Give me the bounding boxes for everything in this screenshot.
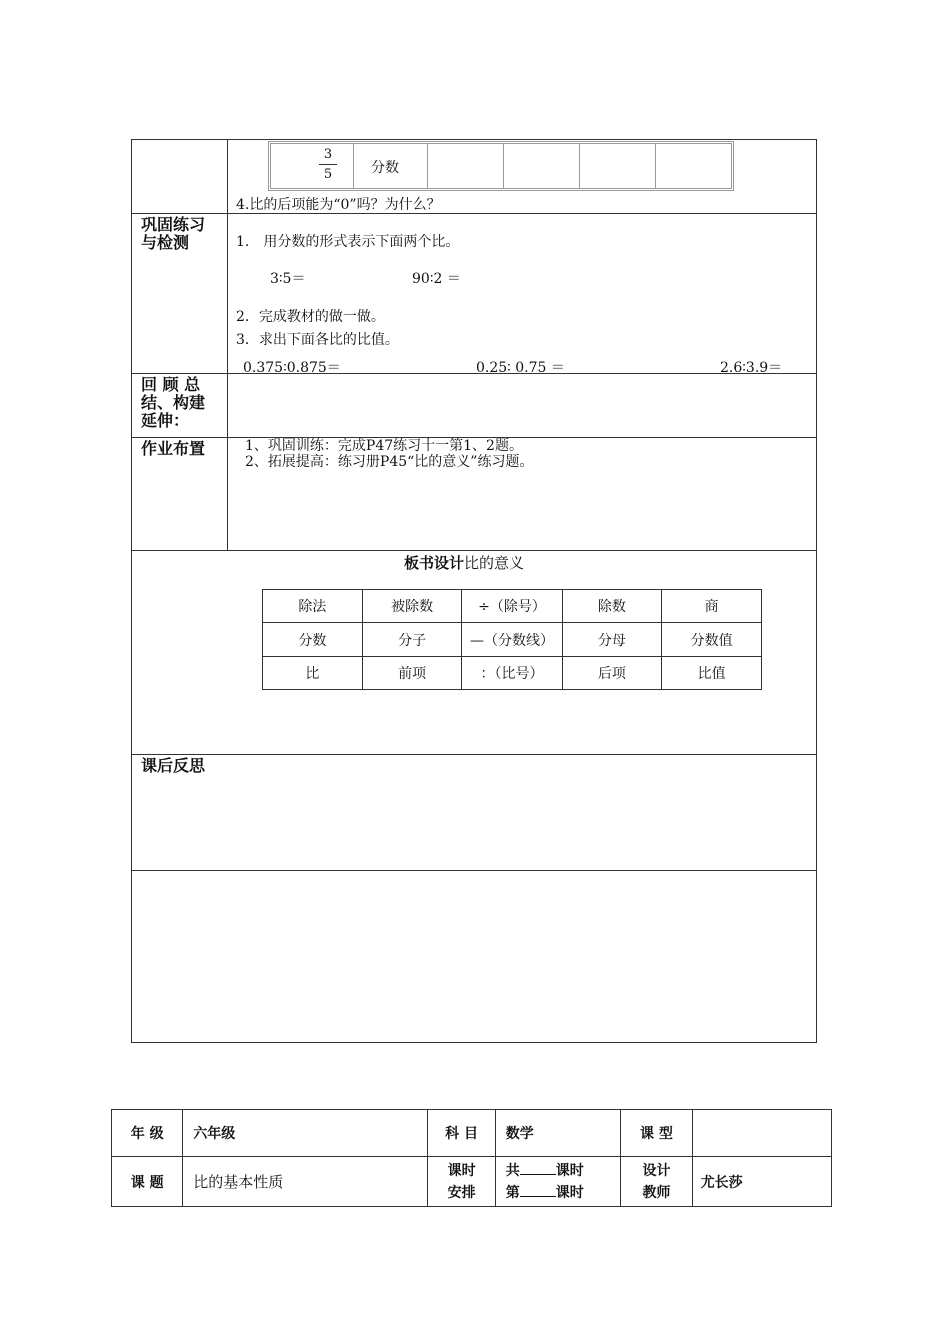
topic-value: 比的基本性质 bbox=[183, 1157, 428, 1207]
expr-90-2: 90∶2 ＝ bbox=[412, 271, 461, 287]
homework-item-2: 2、拓展提高：练习册P45“比的意义”练习题。 bbox=[245, 454, 534, 470]
grade-value: 六年级 bbox=[183, 1110, 428, 1157]
fraction-denominator: 5 bbox=[323, 167, 333, 182]
table-cell: 商 bbox=[662, 590, 762, 623]
board-title-rest: 比的意义 bbox=[464, 554, 525, 572]
subject-value: 数学 bbox=[495, 1110, 621, 1157]
total-periods: 共 课时 bbox=[505, 1162, 584, 1179]
label-review: 回 顾 总 结、构建 延伸： bbox=[141, 375, 206, 430]
board-title-bold: 板书设计 bbox=[404, 554, 465, 572]
ratio-2: 0.25∶ 0.75 ＝ bbox=[476, 360, 565, 376]
homework-item-1: 1、巩固训练：完成P47练习十一第1、2题。 bbox=[245, 438, 523, 454]
table-cell: 分母 bbox=[562, 623, 662, 657]
table-cell: 分数值 bbox=[662, 623, 762, 657]
designer-value: 尤长莎 bbox=[692, 1157, 831, 1207]
schedule-label: 课时 安排 bbox=[428, 1157, 495, 1207]
table-cell: —（分数线） bbox=[462, 623, 562, 657]
board-title bbox=[404, 552, 524, 573]
info-table bbox=[111, 1109, 832, 1207]
label-reflection: 课后反思 bbox=[141, 756, 206, 775]
table-cell: 分数 bbox=[263, 623, 363, 657]
table-cell: 除数 bbox=[562, 590, 662, 623]
consolidate-item-2: 2．完成教材的做一做。 bbox=[236, 309, 385, 325]
table-cell: ÷（除号） bbox=[462, 590, 562, 623]
table-row bbox=[112, 1110, 832, 1157]
consolidate-item-3: 3．求出下面各比的比值。 bbox=[236, 332, 399, 348]
table-cell: 比值 bbox=[662, 657, 762, 690]
type-label: 课 型 bbox=[621, 1110, 692, 1157]
ratio-1: 0.375∶0.875＝ bbox=[243, 360, 341, 376]
expr-3-5: 3∶5＝ bbox=[270, 271, 306, 287]
table-cell: 前项 bbox=[362, 657, 462, 690]
fraction-table bbox=[268, 141, 734, 191]
table-row bbox=[263, 657, 762, 690]
label-homework: 作业布置 bbox=[141, 439, 206, 458]
table-row bbox=[112, 1157, 832, 1207]
table-cell: 比 bbox=[263, 657, 363, 690]
designer-label: 设计 教师 bbox=[621, 1157, 692, 1207]
table-row bbox=[263, 623, 762, 657]
ratio-3: 2.6∶3.9＝ bbox=[720, 360, 783, 376]
schedule-value bbox=[495, 1157, 621, 1207]
topic-label: 课 题 bbox=[112, 1157, 183, 1207]
grade-label: 年 级 bbox=[112, 1110, 183, 1157]
table-cell: 被除数 bbox=[362, 590, 462, 623]
current-period: 第 课时 bbox=[505, 1184, 584, 1201]
fraction-numerator: 3 bbox=[323, 147, 333, 162]
table-cell: 后项 bbox=[562, 657, 662, 690]
board-table bbox=[262, 589, 762, 690]
table-cell: 分子 bbox=[362, 623, 462, 657]
nth-blank bbox=[520, 1184, 556, 1197]
label-consolidate: 巩固练习 与检测 bbox=[141, 215, 206, 252]
fraction-label: 分数 bbox=[371, 160, 399, 176]
fraction-three-fifths bbox=[319, 146, 337, 183]
table-cell: 除法 bbox=[263, 590, 363, 623]
table-cell: ：（比号） bbox=[462, 657, 562, 690]
type-value bbox=[692, 1110, 831, 1157]
subject-label: 科 目 bbox=[428, 1110, 495, 1157]
total-blank bbox=[520, 1162, 556, 1175]
consolidate-item-1: 1. 用分数的形式表示下面两个比。 bbox=[236, 234, 460, 250]
table-row bbox=[263, 590, 762, 623]
question-4: 4.比的后项能为“0”吗？为什么？ bbox=[236, 197, 441, 213]
